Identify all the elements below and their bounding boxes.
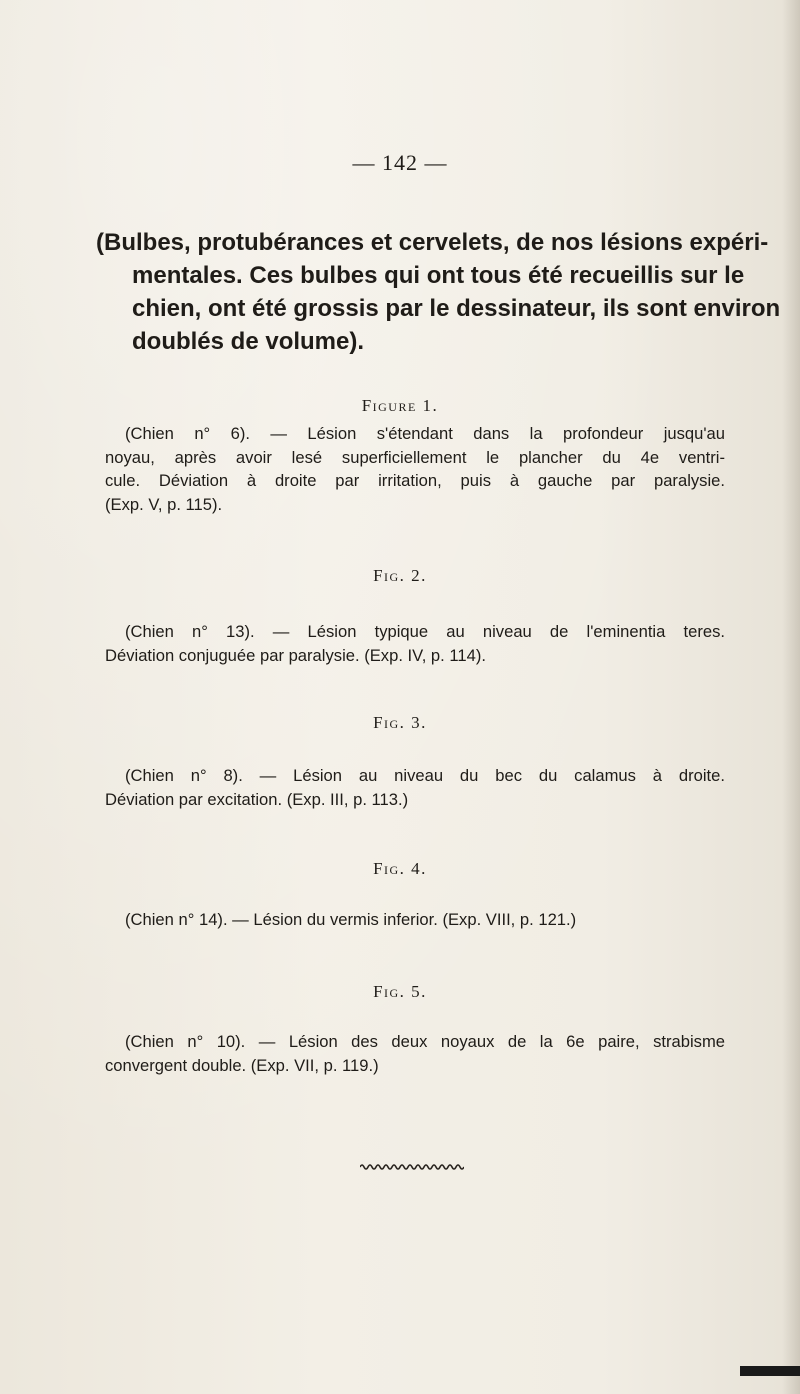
page-edge-shadow xyxy=(782,0,800,1394)
figure-1-title: Figure 1. xyxy=(361,396,439,415)
caption-line: Déviation par excitation. (Exp. III, p. 113.) xyxy=(105,789,409,809)
wavy-ornament xyxy=(360,1163,464,1171)
intro-line: chien, ont été grossis par le dessinateur, ils sont environ xyxy=(132,295,781,322)
caption-line: (Exp. V, p. 115). xyxy=(105,494,223,514)
caption-line: (Chien n° 10). — Lésion des deux noyaux de la 6e paire, strabisme xyxy=(125,1032,725,1051)
caption-line: cule. Déviation à droite par irritation, puis à gauche par paralysie. xyxy=(105,471,725,490)
figure-3-title: Fig. 3. xyxy=(373,713,427,732)
intro-line: doublés de volume). xyxy=(132,328,365,355)
caption-line: (Chien n° 8). — Lésion au niveau du bec du calamus à droite. xyxy=(125,766,725,785)
caption-line: (Chien n° 6). — Lésion s'étendant dans la profondeur jusqu'au xyxy=(125,424,725,443)
intro-line: (Bulbes, protubérances et cervelets, de nos lésions expéri- xyxy=(96,229,769,256)
page-number: — 142 — xyxy=(352,150,448,175)
figure-1-caption xyxy=(105,422,725,516)
caption-line: Déviation conjuguée par paralysie. (Exp. IV, p. 114). xyxy=(105,645,486,665)
figure-2-title: Fig. 2. xyxy=(373,566,427,585)
figure-5-caption xyxy=(105,1030,725,1077)
caption-line: (Chien n° 13). — Lésion typique au niveau de l'eminentia teres. xyxy=(125,622,725,641)
caption-line: noyau, après avoir lesé superficiellement le plancher du 4e ventri- xyxy=(105,447,725,467)
intro-line: mentales. Ces bulbes qui ont tous été recueillis sur le xyxy=(132,262,745,289)
figure-4-title: Fig. 4. xyxy=(373,859,427,878)
intro-paragraph xyxy=(96,226,781,358)
caption-line: (Chien n° 14). — Lésion du vermis inferior. (Exp. VIII, p. 121.) xyxy=(125,910,577,929)
binding-mark xyxy=(740,1366,800,1376)
figure-4-caption xyxy=(105,908,725,932)
caption-line: convergent double. (Exp. VII, p. 119.) xyxy=(105,1055,379,1075)
figure-3-caption xyxy=(105,764,725,811)
figure-5-title: Fig. 5. xyxy=(373,982,427,1001)
figure-2-caption xyxy=(105,620,725,667)
